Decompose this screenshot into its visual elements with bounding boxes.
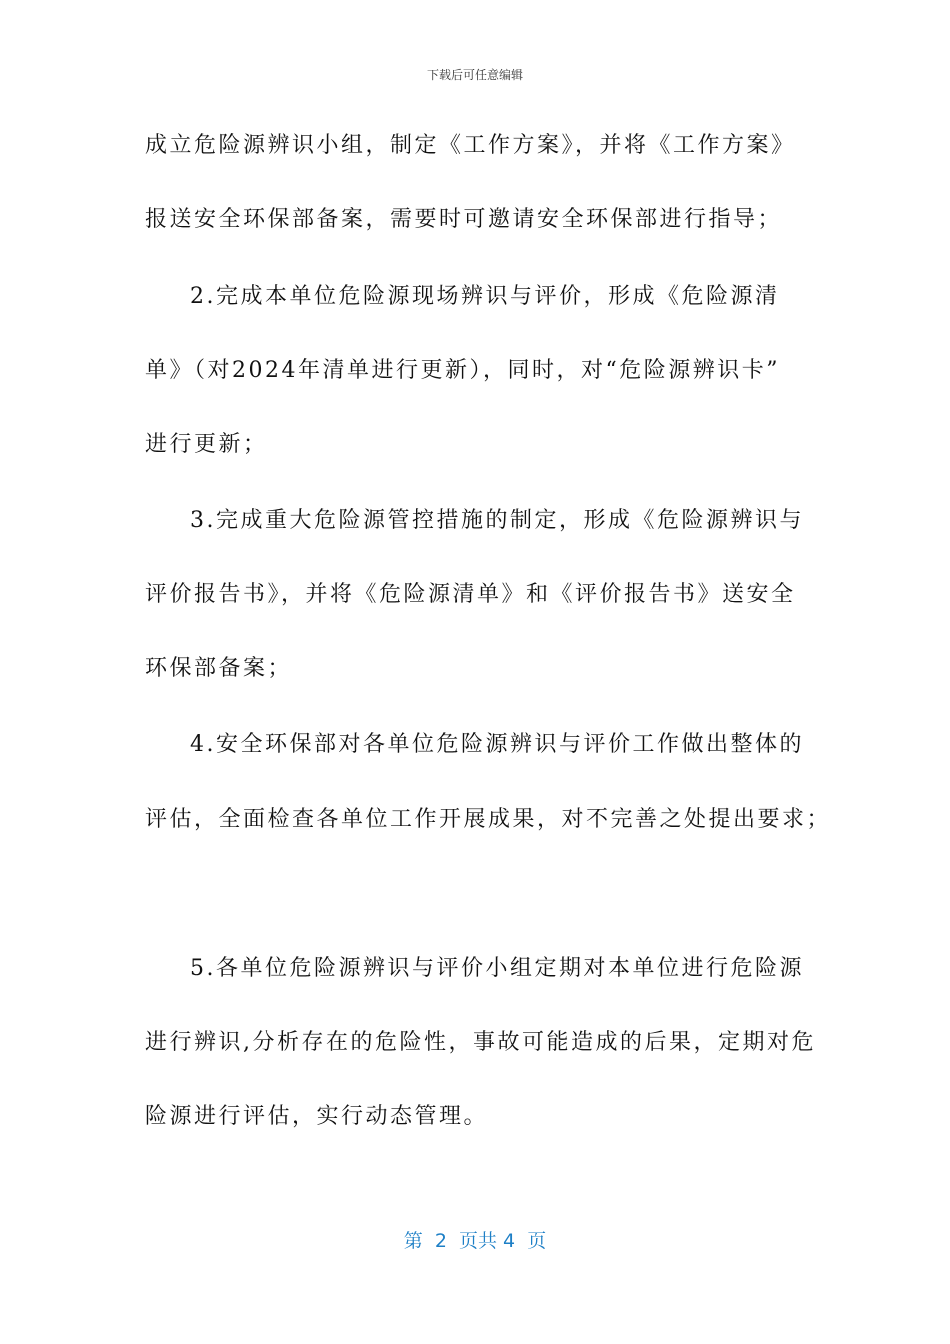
paragraph-line: 成立危险源辨识小组，制定《工作方案》，并将《工作方案》 [145, 133, 796, 158]
paragraph-line: 2.完成本单位危险源现场辨识与评价，形成《危险源清 [190, 284, 780, 309]
paragraph-line: 评估，全面检查各单位工作开展成果，对不完善之处提出要求； [145, 807, 832, 832]
paragraph-line: 进行更新； [145, 432, 268, 457]
paragraph-line: 险源进行评估，实行动态管理。 [145, 1104, 489, 1129]
paragraph-line: 5.各单位危险源辨识与评价小组定期对本单位进行危险源 [190, 956, 804, 981]
paragraph-line: 3.完成重大危险源管控措施的制定，形成《危险源辨识与 [190, 508, 804, 533]
paragraph-line: 环保部备案； [145, 656, 293, 681]
page-header: 下载后可任意编辑 [426, 68, 523, 82]
page-number-footer: 第 2 页共 4 页 [403, 1230, 547, 1252]
paragraph-line: 评价报告书》，并将《危险源清单》和《评价报告书》送安全 [145, 582, 796, 607]
paragraph-line: 报送安全环保部备案，需要时可邀请安全环保部进行指导； [145, 207, 783, 232]
paragraph-line: 单》（对2024年清单进行更新），同时，对“危险源辨识卡” [145, 358, 780, 383]
paragraph-line: 4.安全环保部对各单位危险源辨识与评价工作做出整体的 [190, 732, 804, 757]
paragraph-line: 进行辨识,分析存在的危险性，事故可能造成的后果，定期对危 [145, 1030, 816, 1055]
